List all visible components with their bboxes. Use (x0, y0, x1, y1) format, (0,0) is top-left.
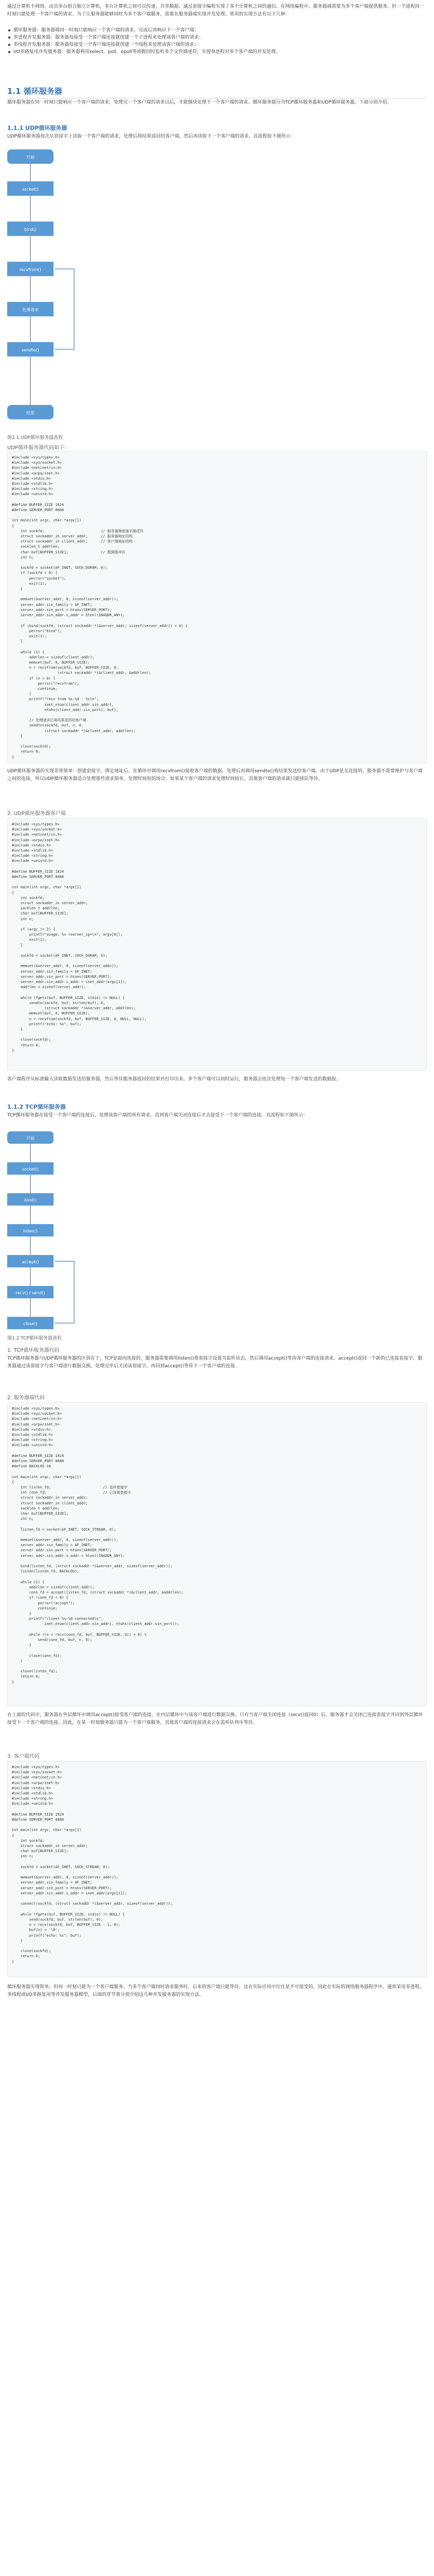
subsection-paragraph: UDP循环服务器每次从套接字上读取一个客户端的请求，处理后将结果返回给客户端，然后再读取下一个客户端的请求。其流程如下图所示： (7, 134, 295, 139)
code-label: 2. UDP循环服务器客户端 (7, 811, 66, 817)
flow-step-label: socket() (22, 1167, 39, 1172)
flow-step-label: socket() (22, 187, 39, 192)
flow-step-label: listen() (23, 1229, 38, 1233)
udp-client-code-block: #include <sys/types.h> #include <sys/socket.h> #include <netinet/in.h> #include <arpa/inet.h> #include <stdio.h> #include <stdlib.h> #include <string.h> #include <unistd.h> #define BUFFER_SIZE 1024 #define SERVER_PORT 8888 int main(int argc, char *argv[]) { int sockfd; struct sockaddr_in server_addr; socklen_t addrlen; char buf[BUFFER_SIZE]; int n; if (argc != 2) { printf("usage: %s <server_ip>\n", argv[0]); exit(1); } sockfd = socket(AF_INET, SOCK_DGRAM, 0); memset(&server_addr, 0, sizeof(server_addr)); server_addr.sin_family = AF_INET; server_addr.sin_port = htons(SERVER_PORT); server_addr.sin_addr.s_addr = inet_addr(argv[1]); addrlen = sizeof(server_addr); while (fgets(buf, BUFFER_SIZE, stdin) != NULL) { sendto(sockfd, buf, strlen(buf), 0, (struct sockaddr *)&server_addr, addrlen); memset(buf, 0, BUFFER_SIZE); n = recvfrom(sockfd, buf, BUFFER_SIZE, 0, NULL, NULL); printf("echo: %s", buf); } close(sockfd); return 0; } (7, 818, 427, 1071)
intro-bullet: 多进程并发服务器：服务器每接受一个客户端连接就创建一个子进程来处理该客户端的请求； (7, 34, 427, 41)
tcp-client-code-block: #include <sys/types.h> #include <sys/socket.h> #include <netinet/in.h> #include <arpa/inet.h> #include <stdio.h> #include <stdlib.h> #include <string.h> #include <unistd.h> #define BUFFER_SIZE 1024 #define SERVER_PORT 8888 int main(int argc, char *argv[]) { int sockfd; struct sockaddr_in server_addr; char buf[BUFFER_SIZE]; int n; sockfd = socket(AF_INET, SOCK_STREAM, 0); memset(&server_addr, 0, sizeof(server_addr)); server_addr.sin_family = AF_INET; server_addr.sin_port = htons(SERVER_PORT); server_addr.sin_addr.s_addr = inet_addr(argv[1]); connect(sockfd, (struct sockaddr *)&server_addr, sizeof(server_addr)); while (fgets(buf, BUFFER_SIZE, stdin) != NULL) { send(sockfd, buf, strlen(buf), 0); n = recv(sockfd, buf, BUFFER_SIZE - 1, 0); buf[n] = '\0'; printf("echo: %s", buf); } close(sockfd); return 0; } (7, 1761, 427, 1977)
subsection-heading: 1.1.2 TCP循环服务器 (7, 1104, 66, 1110)
flow-step-label: recvfrom() (19, 267, 42, 272)
code-label: 3. 客户端代码 (7, 1754, 40, 1759)
intro-paragraph: 通过计算机卡网络，由其多台组合独立计算机，多台计算机之间可以传递、共享数据，通过套接字编程实现了各个计算机之间的通信。在网络编程中，服务器端需要为多个客户端提供服务，但一个进程同一时刻只能处理一个客户端的请求。为了让服务器能够同时为多个客户端服务，需要在服务器端实现并发处理。常用的实现方法有以下几种： (7, 4, 425, 17)
udp-server-code-block: #include <sys/types.h> #include <sys/socket.h> #include <netinet/in.h> #include <arpa/inet.h> #include <stdio.h> #include <stdlib.h> #include <string.h> #include <unistd.h> #define BUFFER_SIZE 1024 #define SERVER_PORT 8888 int main(int argc, char *argv[]) { int sockfd; // 服务器端套接字描述符 struct sockaddr_in server_addr; // 服务器地址结构 struct sockaddr_in client_addr; // 客户端地址结构 socklen_t addrlen; char buf[BUFFER_SIZE]; // 数据缓冲区 int n; sockfd = socket(AF_INET, SOCK_DGRAM, 0); if (sockfd < 0) { perror("socket"); exit(1); } memset(&server_addr, 0, sizeof(server_addr)); server_addr.sin_family = AF_INET; server_addr.sin_port = htons(SERVER_PORT); server_addr.sin_addr.s_addr = htonl(INADDR_ANY); if (bind(sockfd, (struct sockaddr *)&server_addr, sizeof(server_addr)) < 0) { perror("bind"); exit(1); } while (1) { addrlen = sizeof(client_addr); memset(buf, 0, BUFFER_SIZE); n = recvfrom(sockfd, buf, BUFFER_SIZE, 0, (struct sockaddr *)&client_addr, &addrlen); if (n < 0) { perror("recvfrom"); continue; } printf("recv from %s:%d : %s\n", inet_ntoa(client_addr.sin_addr), ntohs(client_addr.sin_port), buf); // 处理请求后将结果返回给客户端 sendto(sockfd, buf, n, 0, (struct sockaddr *)&client_addr, addrlen); } close(sockfd); return 0; } (7, 451, 427, 763)
flow-step-label: 处理请求 (22, 308, 39, 312)
flow-step-label: bind() (24, 1198, 37, 1202)
tcp-server-note-paragraph: 在上面的代码中，服务器在外层循环中调用accept()接受客户端的连接，在内层循环中与该客户端进行数据交换。只有当客户端关闭连接（recv()返回0）后，服务器才会关闭已连接套接字并回到外层循环接受下一个客户端的连接。因此，在某一时刻服务器只能为一个客户端服务，其他客户端的连接请求会在监听队列中等待。 (7, 1713, 423, 1725)
tcp-server-code-block: #include <sys/types.h> #include <sys/socket.h> #include <netinet/in.h> #include <arpa/inet.h> #include <stdio.h> #include <stdlib.h> #include <string.h> #include <unistd.h> #define BUFFER_SIZE 1024 #define SERVER_PORT 8888 #define BACKLOG 10 int main(int argc, char *argv[]) { int listen_fd; // 监听套接字 int conn_fd; // 已连接套接字 struct sockaddr_in server_addr; struct sockaddr_in client_addr; socklen_t addrlen; char buf[BUFFER_SIZE]; int n; listen_fd = socket(AF_INET, SOCK_STREAM, 0); memset(&server_addr, 0, sizeof(server_addr)); server_addr.sin_family = AF_INET; server_addr.sin_port = htons(SERVER_PORT); server_addr.sin_addr.s_addr = htonl(INADDR_ANY); bind(listen_fd, (struct sockaddr *)&server_addr, sizeof(server_addr)); listen(listen_fd, BACKLOG); while (1) { addrlen = sizeof(client_addr); conn_fd = accept(listen_fd, (struct sockaddr *)&client_addr, &addrlen); if (conn_fd < 0) { perror("accept"); continue; } printf("client %s:%d connected\n", inet_ntoa(client_addr.sin_addr), ntohs(client_addr.sin_port)); while ((n = recv(conn_fd, buf, BUFFER_SIZE, 0)) > 0) { send(conn_fd, buf, n, 0); } close(conn_fd); } close(listen_fd); return 0; } (7, 1402, 427, 1706)
figure-caption: 图1.1 UDP循环服务器流程 (7, 435, 63, 440)
flow-step-label: bind() (24, 227, 37, 232)
subsection-paragraph: TCP循环服务器在接受一个客户端的连接后，处理该客户端的所有请求，直到客户端关闭连接后才去接受下一个客户端的连接。其流程如下图所示： (7, 1113, 308, 1118)
udp-note-paragraph: UDP循环服务器的实现非常简单：创建套接字、绑定地址后，在循环中调用recvfrom()接收客户端的数据，处理后再调用sendto()将结果发送给客户端。由于UDP是无连接的，服务器不需要维护与客户端之间的连接，所以UDP循环服务器适合处理那些请求简单、处理时间短的场合。如果某个客户端的请求处理时间较长，其他客户端的请求就只能排队等待。 (7, 769, 423, 782)
flow-step-label: 开始 (26, 1136, 34, 1141)
code-label: UDP循环服务器代码如下： (7, 445, 70, 451)
udp-client-note-paragraph: 客户端程序从标准输入读取数据发送给服务器，然后等待服务器返回的结果并打印出来。多个客户端可以同时运行，服务器会依次处理每一个客户端发送的数据报。 (7, 1077, 341, 1082)
intro-bullet: 循环服务器：服务器端同一时刻只能响应一个客户端的请求，完成后再响应下一个客户端； (7, 27, 427, 34)
figure-caption: 图1.2 TCP循环服务器流程 (7, 1336, 62, 1341)
flow-step-label: 结束 (26, 411, 34, 415)
section-heading: 1.1 循环服务器 (7, 86, 427, 98)
code-label: 2. 服务器端代码 (7, 1395, 45, 1401)
tcp-flow-diagram (7, 1131, 100, 1358)
tcp-intro-heading: 1. TCP循环服务器代码 (7, 1348, 60, 1353)
tcp-intro-paragraph: TCP循环服务器与UDP循环服务器的区别在于，TCP是面向连接的，服务器需要调用listen()将套接字设置为监听状态，然后调用accept()等待客户端的连接请求。accept()返回一个新的已连接套接字，服务器通过该套接字与客户端进行数据交换，处理完毕后关闭该套接字，再回到accept()等待下一个客户端的连接。 (7, 1356, 423, 1369)
flow-step-label: recv() / send() (15, 1291, 45, 1295)
subsection-heading: 1.1.1 UDP循环服务器 (7, 125, 67, 131)
intro-bullet: 多线程并发服务器：服务器每接受一个客户端连接就创建一个线程来处理该客户端的请求； (7, 41, 427, 48)
intro-bullet-list (7, 27, 427, 56)
section-paragraph: 循环服务器在同一时刻只能响应一个客户端的请求，处理完一个客户端的请求以后，才能继续处理下一个客户端的请求。循环服务器分为TCP循环服务器和UDP循环服务器，下面分别介绍。 (7, 100, 392, 105)
intro-bullet: I/O多路复用并发服务器：服务器利用select、poll、epoll等函数同时监听多个文件描述符，实现单进程对多个客户端的并发处理。 (7, 48, 427, 56)
flow-step-label: close() (23, 1321, 38, 1326)
udp-flow-diagram (7, 149, 100, 433)
flow-step-label: accept() (22, 1260, 39, 1264)
closing-paragraph: 循环服务器实现简单，但同一时刻只能为一个客户端服务。当多个客户端同时请求服务时，后来的客户端只能等待，这在实际应用中往往是不可接受的。因此在实际的网络服务器程序中，通常采用多进程、多线程或I/O多路复用等并发服务器模型，后面的章节将分别介绍这几种并发服务器的实现方法。 (7, 1985, 425, 1997)
flow-step-label: sendto() (22, 348, 39, 352)
flow-step-label: 开始 (26, 155, 34, 160)
